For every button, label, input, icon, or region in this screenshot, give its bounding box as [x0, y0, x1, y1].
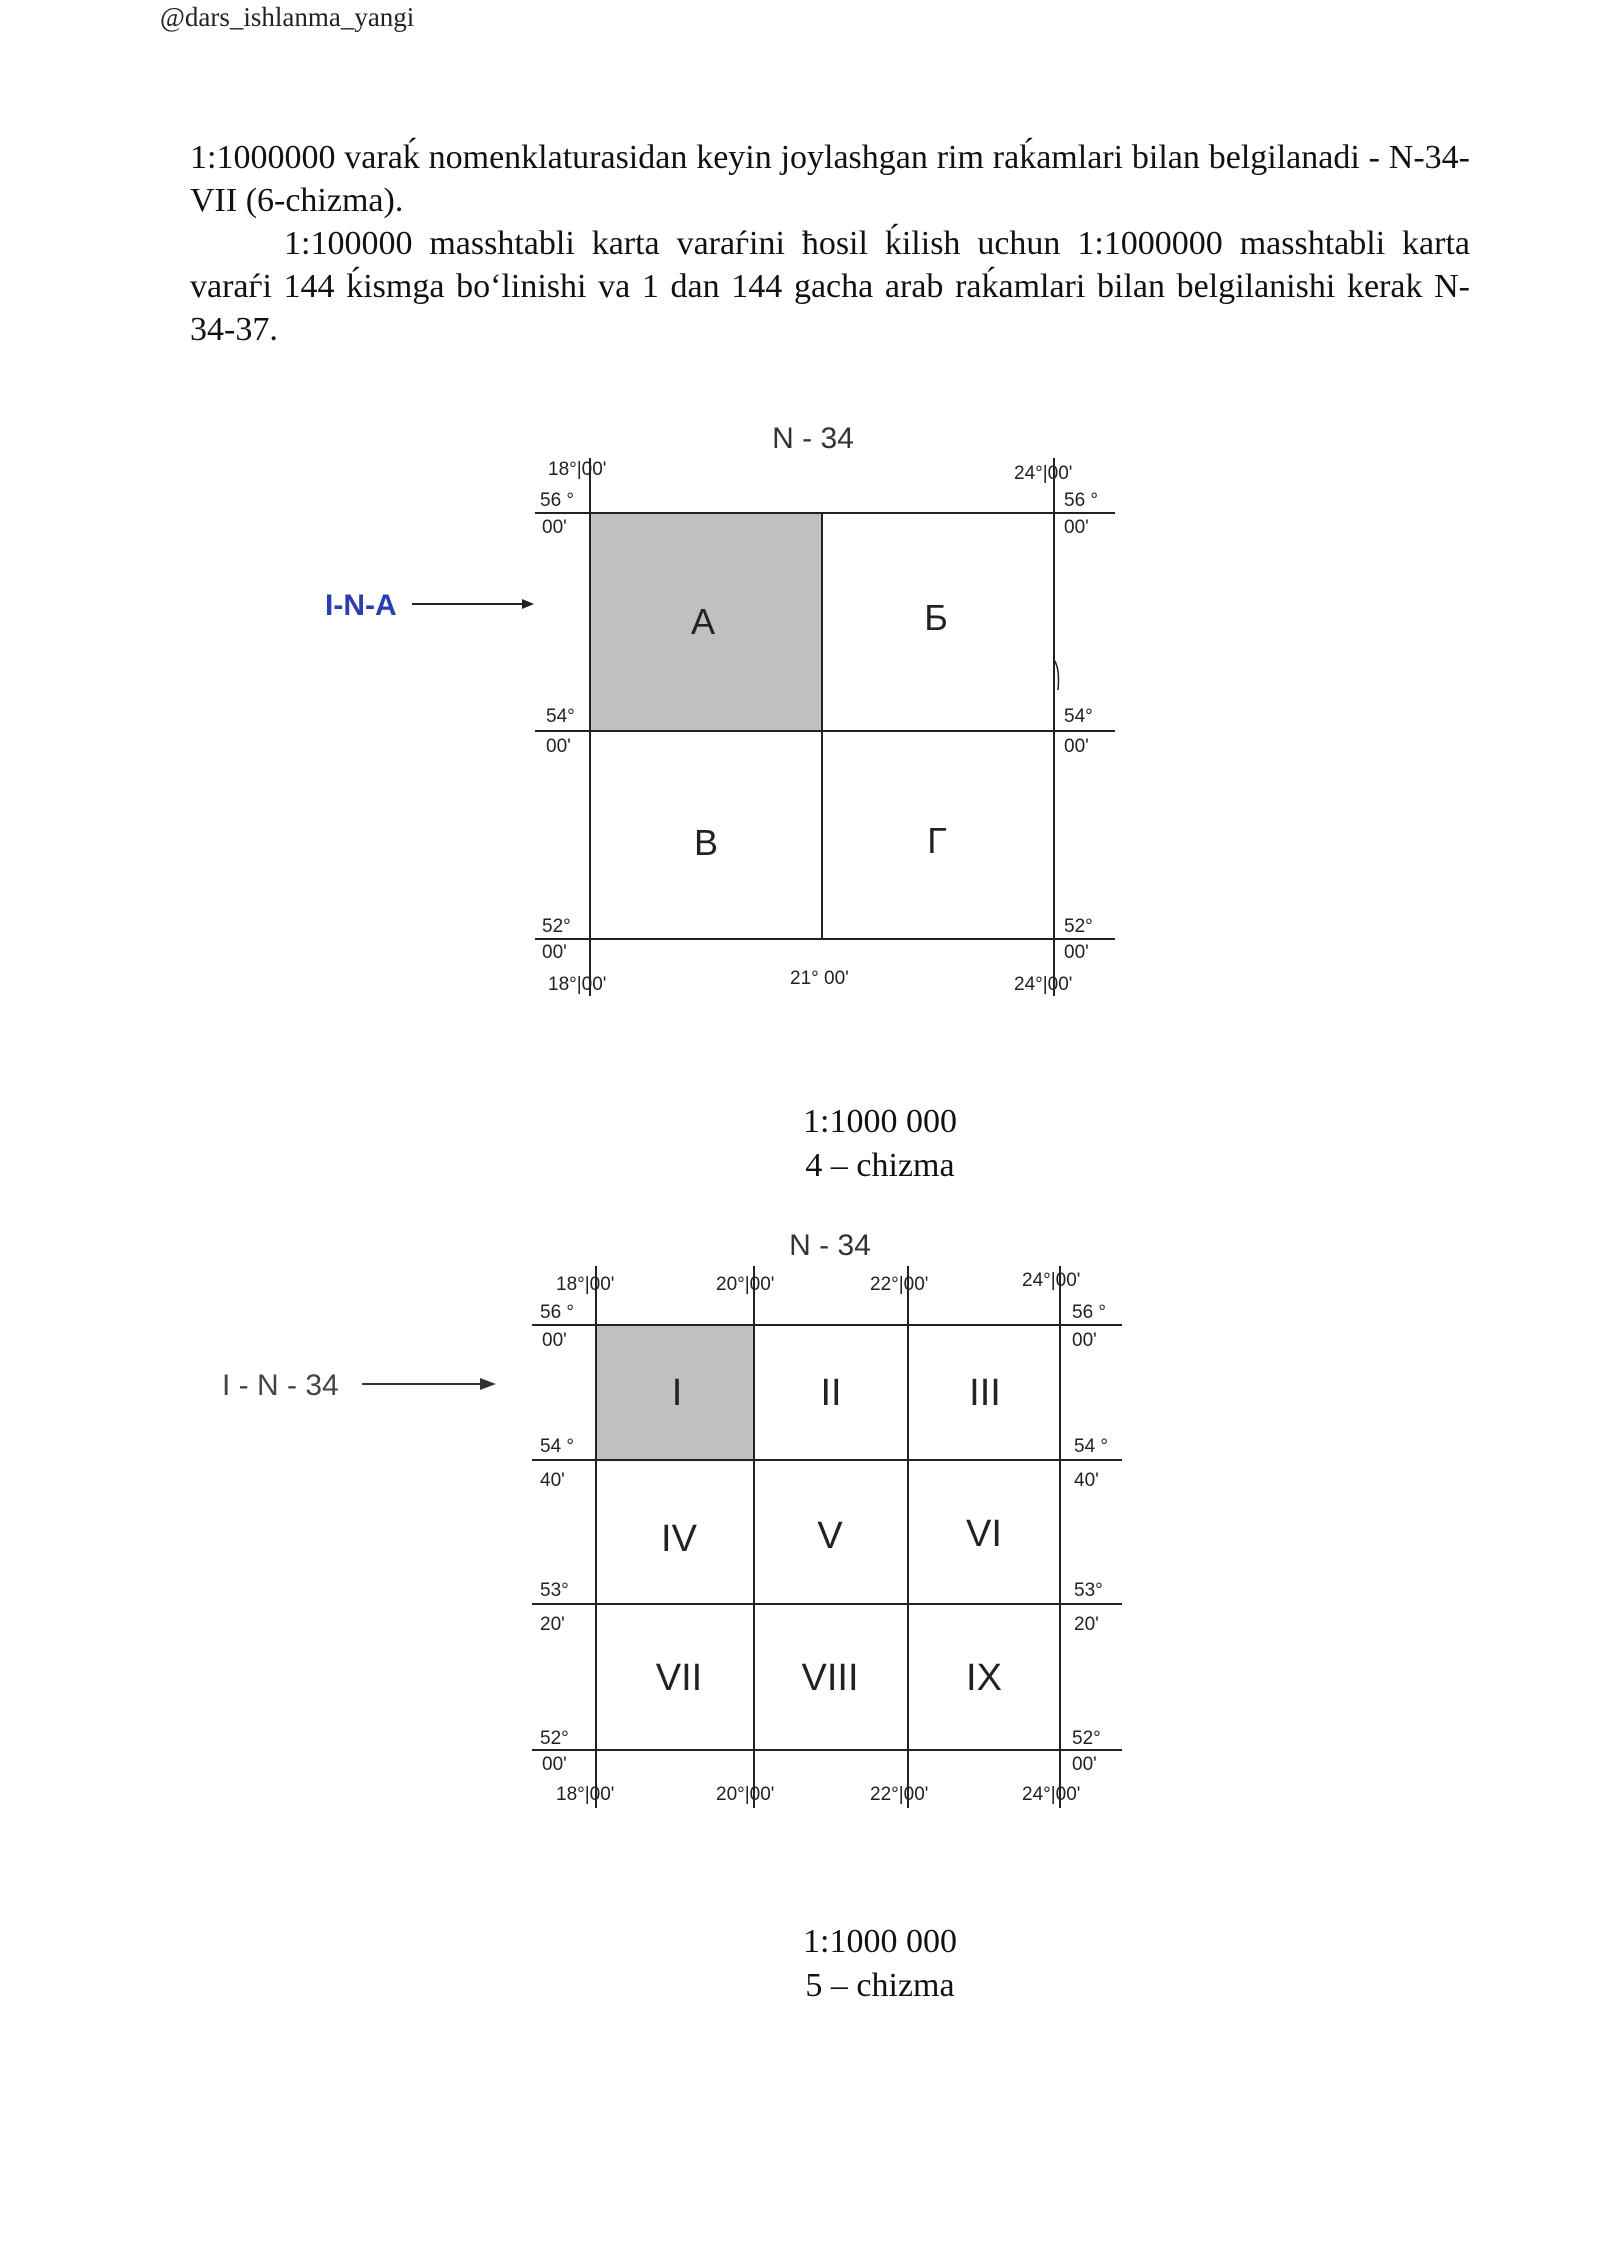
figure-4-lat-56-min-left: 00'	[542, 517, 567, 538]
figure-4-lat-52-right: 52°	[1064, 916, 1093, 937]
figure-4-top-left-lon: 18°|00'	[548, 459, 607, 480]
paragraph-1: 1:1000000 varaḱ nomenklaturasidan keyin joylashgan rim raḱamlari bilan belgilanadi - N-34-VII (6-chizma).	[190, 139, 1470, 219]
figure-5-arrow-label: I - N - 34	[222, 1369, 339, 1402]
figure-4-bottom-right-lon: 24°|00'	[1014, 974, 1073, 995]
figure-5-top-lon-20: 20°|00'	[716, 1274, 775, 1295]
figure-4-lat-52-min-left: 00'	[542, 942, 567, 963]
figure-4-cell-b: Б	[924, 597, 948, 638]
figure-4-lat-54-left: 54°	[546, 706, 575, 727]
figure-5-bottom-lon-18: 18°|00'	[556, 1784, 615, 1805]
figure-4-cell-a: А	[690, 601, 716, 642]
figure-5-lat-52-right: 52°	[1072, 1728, 1101, 1749]
figure-5-arrow-head	[480, 1378, 496, 1390]
figure-5-lat-53-left: 53°	[540, 1580, 569, 1601]
figure-4-cell-g: Г	[927, 820, 947, 861]
figure-5-lat-56-min-left: 00'	[542, 1330, 567, 1351]
figure-4-arrow-label: I-N-A	[325, 589, 397, 622]
figure-5-lat-56-left: 56 °	[540, 1302, 575, 1323]
figure-5-top-lon-22: 22°|00'	[870, 1274, 929, 1295]
figure-5-lat-54-min-left: 40'	[540, 1470, 565, 1491]
figure-5-lat-53-right: 53°	[1074, 1580, 1103, 1601]
figure-5-cell-8: VIII	[801, 1657, 859, 1699]
figure-5-top-lon-18: 18°|00'	[556, 1274, 615, 1295]
figure-5-cell-1: I	[671, 1372, 683, 1414]
figure-5-lat-54-right: 54 °	[1074, 1436, 1109, 1457]
figure-4-cell-v: В	[693, 822, 719, 863]
figure-5-lat-56-right: 56 °	[1072, 1302, 1107, 1323]
figure-5-lat-52-left: 52°	[540, 1728, 569, 1749]
watermark: @dars_ishlanma_yangi	[160, 2, 415, 32]
figure-4-title: N - 34	[772, 422, 854, 455]
figure-5-caption: 5 – chizma	[805, 1967, 955, 2004]
figure-5-scale: 1:1000 000	[803, 1923, 957, 1960]
figure-4-caption: 4 – chizma	[805, 1147, 955, 1184]
figure-5-cell-7: VII	[655, 1657, 703, 1699]
figure-4-lat-54-right: 54°	[1064, 706, 1093, 727]
figure-4-lat-56-min-right: 00'	[1064, 517, 1089, 538]
figure-5-title: N - 34	[789, 1229, 871, 1262]
figure-4-top-right-lon: 24°|00'	[1014, 463, 1073, 484]
paragraph-2: 1:100000 masshtabli karta varaѓini ħosil ḱilish uchun 1:1000000 masshtabli karta varaѓi 144 ḱismga bo‘linishi va 1 dan 144 gacha arab raḱamlari bilan belgilanishi kerak N-34-37.	[190, 225, 1470, 348]
figure-5-top-lon-24: 24°|00'	[1022, 1270, 1081, 1291]
figure-4-lat-52-min-right: 00'	[1064, 942, 1089, 963]
figure-5-cell-9: IX	[966, 1657, 1002, 1699]
figure-4-scale: 1:1000 000	[803, 1103, 957, 1140]
figure-5-cell-6: VI	[966, 1513, 1002, 1555]
figure-5-bottom-lon-22: 22°|00'	[870, 1784, 929, 1805]
figure-4-bottom-left-lon: 18°|00'	[548, 974, 607, 995]
figure-4-lat-54-min-right: 00'	[1064, 736, 1089, 757]
figure-4-lat-52-left: 52°	[542, 916, 571, 937]
figure-5-lat-52-min-left: 00'	[542, 1754, 567, 1775]
figure-4-bottom-mid-lon: 21° 00'	[790, 968, 849, 989]
figure-5-lat-53-min-right: 20'	[1074, 1614, 1099, 1635]
figure-5-lat-54-left: 54 °	[540, 1436, 575, 1457]
figure-5-bottom-lon-20: 20°|00'	[716, 1784, 775, 1805]
figure-4-lat-54-min-left: 00'	[546, 736, 571, 757]
figure-5-cell-4: IV	[661, 1518, 697, 1560]
figure-4-lat-56-right: 56 °	[1064, 490, 1099, 511]
figure-4-lat-56-left: 56 °	[540, 490, 575, 511]
figure-5-cell-2: II	[820, 1372, 842, 1414]
figure-5-lat-54-min-right: 40'	[1074, 1470, 1099, 1491]
figure-5-lat-52-min-right: 00'	[1072, 1754, 1097, 1775]
figure-5-bottom-lon-24: 24°|00'	[1022, 1784, 1081, 1805]
figure-5-lat-53-min-left: 20'	[540, 1614, 565, 1635]
figure-5-lat-56-min-right: 00'	[1072, 1330, 1097, 1351]
figure-5-cell-3: III	[969, 1372, 1001, 1414]
figure-5-cell-5: V	[817, 1515, 843, 1557]
